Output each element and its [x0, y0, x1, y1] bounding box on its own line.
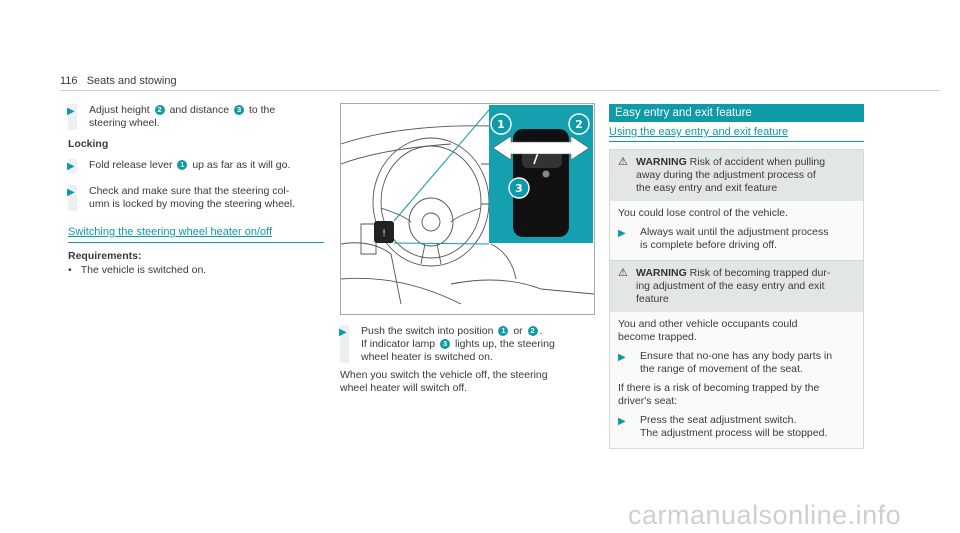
- warning-label: WARNING: [636, 267, 687, 279]
- step-arrow-icon: ▶: [67, 187, 75, 198]
- step-arrow-icon: ▶: [67, 161, 75, 172]
- requirement-item: The vehicle is switched on.: [80, 264, 207, 276]
- step-arrow-icon: ▶: [618, 352, 626, 363]
- easy-entry-banner: Easy entry and exit feature: [609, 104, 864, 122]
- step-adjust: ▶ Adjust height 2 and distance 3 to the steering wheel.: [67, 104, 276, 129]
- callout-3-badge: 3: [234, 105, 244, 115]
- step-fold: ▶ Fold release lever 1 up as far as it will go.: [67, 159, 291, 172]
- middle-column: [340, 325, 600, 395]
- bullet-icon: •: [68, 264, 72, 276]
- callout-2-badge: 2: [155, 105, 165, 115]
- watermark: carmanualsonline.info: [628, 500, 902, 530]
- step-arrow-icon: ▶: [618, 228, 626, 239]
- switch-glyph: !: [382, 229, 386, 239]
- warning-step: ▶ Ensure that no-one has any body parts in the range of movement of the seat.: [618, 350, 833, 375]
- steering-wheel-illustration: [340, 103, 595, 315]
- warning-step: ▶ Always wait until the adjustment process is complete before driving off.: [618, 226, 829, 251]
- requirements: [68, 250, 324, 277]
- easy-entry-subtitle-link[interactable]: Using the easy entry and exit feature: [609, 126, 789, 138]
- step-push: ▶ Push the switch into position 1 or 2 . If indicator lamp 3 lights up, the steering wheel heater is switched on.: [339, 325, 555, 363]
- trapped-condition: If there is a risk of becoming trapped by the driver's seat:: [618, 382, 820, 407]
- heater-section-link[interactable]: Switching the steering wheel heater on/off: [68, 226, 273, 238]
- callout-3-badge: 3: [440, 339, 450, 349]
- heater-rule: [68, 242, 324, 243]
- requirements-heading: Requirements:: [68, 250, 142, 262]
- step-arrow-icon: ▶: [339, 327, 347, 338]
- warning-triangle-icon: ⚠: [618, 267, 628, 279]
- left-column: [68, 104, 328, 211]
- warning-box-accident: ⚠ WARNING Risk of accident when pulling away during the adjustment process of the easy entry and exit feature You could lose control of the vehicle. ▶ Always wait until the adjustment process is complete before driving off.: [609, 149, 864, 261]
- header-rule: [60, 90, 940, 91]
- step-arrow-icon: ▶: [618, 416, 626, 427]
- subtitle-rule: [609, 141, 864, 142]
- callout-3-label: 3: [515, 182, 523, 195]
- warning-body: You could lose control of the vehicle.: [618, 207, 789, 219]
- warning-label: WARNING: [636, 156, 687, 168]
- callout-1-label: 1: [497, 118, 505, 131]
- callout-2-label: 2: [575, 118, 583, 131]
- page-header: [60, 75, 177, 88]
- warning-body: You and other vehicle occupants could become trapped.: [618, 318, 798, 343]
- page-number: 116: [60, 75, 78, 87]
- locking-heading: Locking: [68, 138, 109, 150]
- step-check: ▶ Check and make sure that the steering col- umn is locked by moving the steering wheel.: [67, 185, 296, 210]
- callout-1-badge: 1: [498, 326, 508, 336]
- callout-2-badge: 2: [528, 326, 538, 336]
- switch-off-note: When you switch the vehicle off, the steering wheel heater will switch off.: [340, 369, 548, 394]
- warning-step-stop: ▶ Press the seat adjustment switch. The adjustment process will be stopped.: [618, 414, 828, 439]
- callout-1-badge: 1: [177, 160, 187, 170]
- warning-box-trapped: ⚠ WARNING Risk of becoming trapped dur- ing adjustment of the easy entry and exit feature You and other vehicle occupants could become trapped. ▶ Ensure that no-one has any body parts in the range of movement of the seat. If there is a risk of becoming trapped by the driver's seat: ▶ Press the seat adjustment switch. The adjustment process will be stopped.: [609, 260, 864, 449]
- step-arrow-icon: ▶: [67, 106, 75, 117]
- cockpit-drawing: [341, 104, 594, 314]
- section-title: Seats and stowing: [86, 75, 177, 87]
- warning-triangle-icon: ⚠: [618, 156, 628, 168]
